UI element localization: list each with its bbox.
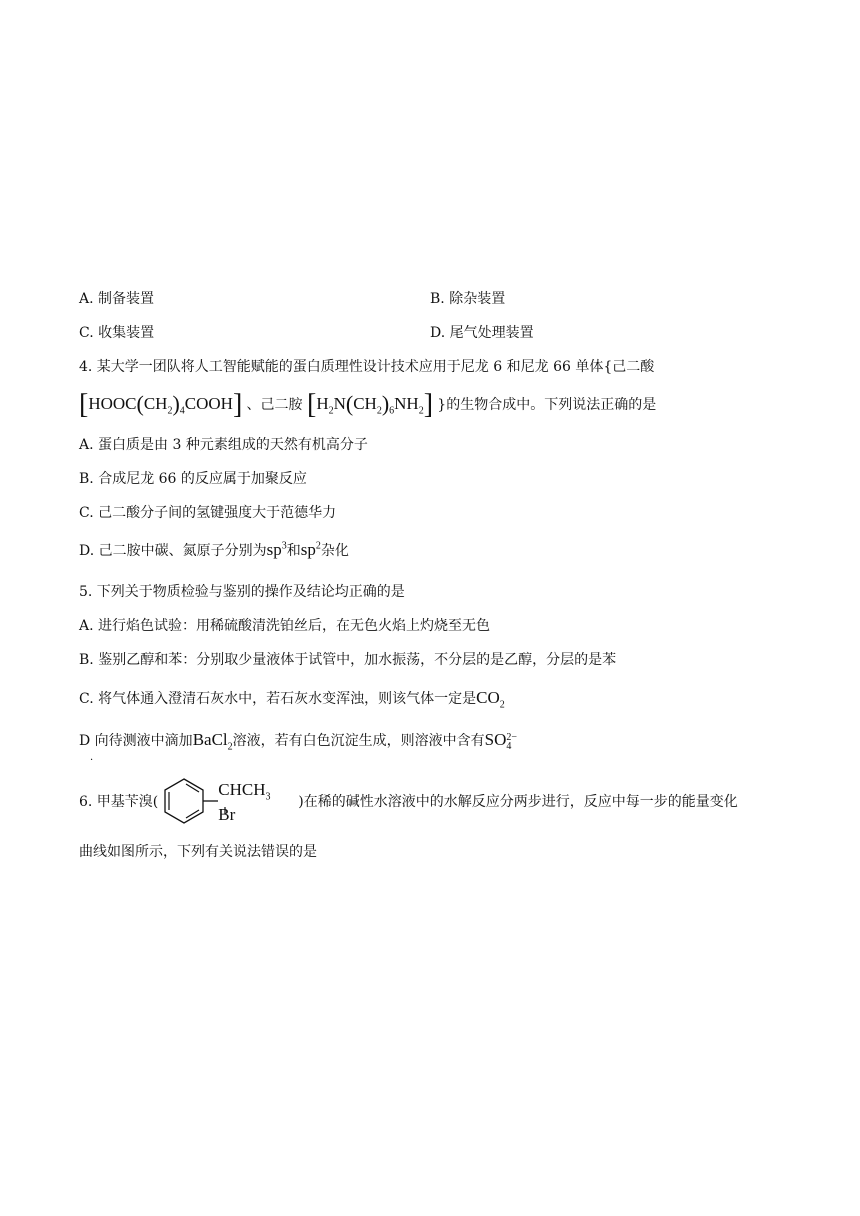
q3-option-a: A. 制备装置	[79, 291, 155, 307]
stray-dot: ·	[90, 755, 94, 766]
hexanediamine-formula: $[H_2N(CH_2)_6NH_2]$	[306, 389, 434, 420]
co2-formula: $CO_2$	[476, 688, 505, 711]
q4-stem-tail: }的生物合成中。下列说法正确的是	[437, 397, 657, 413]
q4-option-a: A. 蛋白质是由 3 种元素组成的天然有机高分子	[79, 437, 368, 453]
q6-stem-line2: 曲线如图所示，下列有关说法错误的是	[79, 844, 317, 860]
struct-chain-label: $CHCH_3$	[218, 780, 271, 803]
q3-option-b: B. 除杂装置	[430, 291, 506, 307]
q5-option-d-mid: 溶液，若有白色沉淀生成，则溶液中含有	[232, 733, 485, 749]
q5-option-d	[79, 730, 517, 751]
q5-option-b: B. 鉴别乙醇和苯：分别取少量液体于试管中，加水振荡，不分层的是乙醇，分层的是苯	[79, 652, 617, 668]
adipic-acid-formula: $[HOOC(CH_2)_4COOH]$	[79, 389, 243, 420]
q5-option-d-text: D 向待测液中滴加	[79, 733, 193, 749]
q4-option-d-end: 杂化	[320, 543, 349, 559]
q4-separator: 、己二胺	[246, 397, 303, 413]
q5-option-c-text: C. 将气体通入澄清石灰水中，若石灰水变浑浊，则该气体一定是	[79, 691, 477, 707]
sulfate-ion-formula: SO2− 4	[484, 730, 518, 752]
sp3-label: $sp^3$	[266, 540, 287, 559]
q4-option-c: C. 己二酸分子间的氢键强度大于范德华力	[79, 505, 337, 521]
methylbenzyl-bromide-structure	[158, 778, 298, 830]
q5-stem: 5. 下列关于物质检验与鉴别的操作及结论均正确的是	[79, 584, 405, 600]
q4-option-d-text: D. 己二胺中碳、氮原子分别为	[79, 543, 267, 559]
sp2-label: $sp^2$	[300, 540, 321, 559]
q6-stem-pre: 6. 甲基苄溴(	[79, 794, 159, 810]
q6-stem-post: )在稀的碱性水溶液中的水解反应分两步进行，反应中每一步的能量变化	[298, 794, 738, 810]
q5-option-a: A. 进行焰色试验：用稀硫酸清洗铂丝后，在无色火焰上灼烧至无色	[79, 618, 491, 634]
q4-option-d	[79, 540, 349, 561]
q4-option-d-mid: 和	[286, 543, 301, 559]
struct-br-label: Br	[218, 805, 236, 824]
q4-option-b: B. 合成尼龙 66 的反应属于加聚反应	[79, 471, 307, 487]
q3-option-d: D. 尾气处理装置	[430, 325, 534, 341]
bacl2-formula: BaCl$_2$	[192, 730, 233, 753]
q5-option-c	[79, 688, 505, 709]
q4-stem-line1: 4. 某大学一团队将人工智能赋能的蛋白质理性设计技术应用于尼龙 6 和尼龙 66 单体{己二酸	[79, 359, 655, 375]
q4-stem-line2	[79, 389, 657, 420]
q3-option-c: C. 收集装置	[79, 325, 155, 341]
q6-stem-line1	[79, 776, 738, 828]
